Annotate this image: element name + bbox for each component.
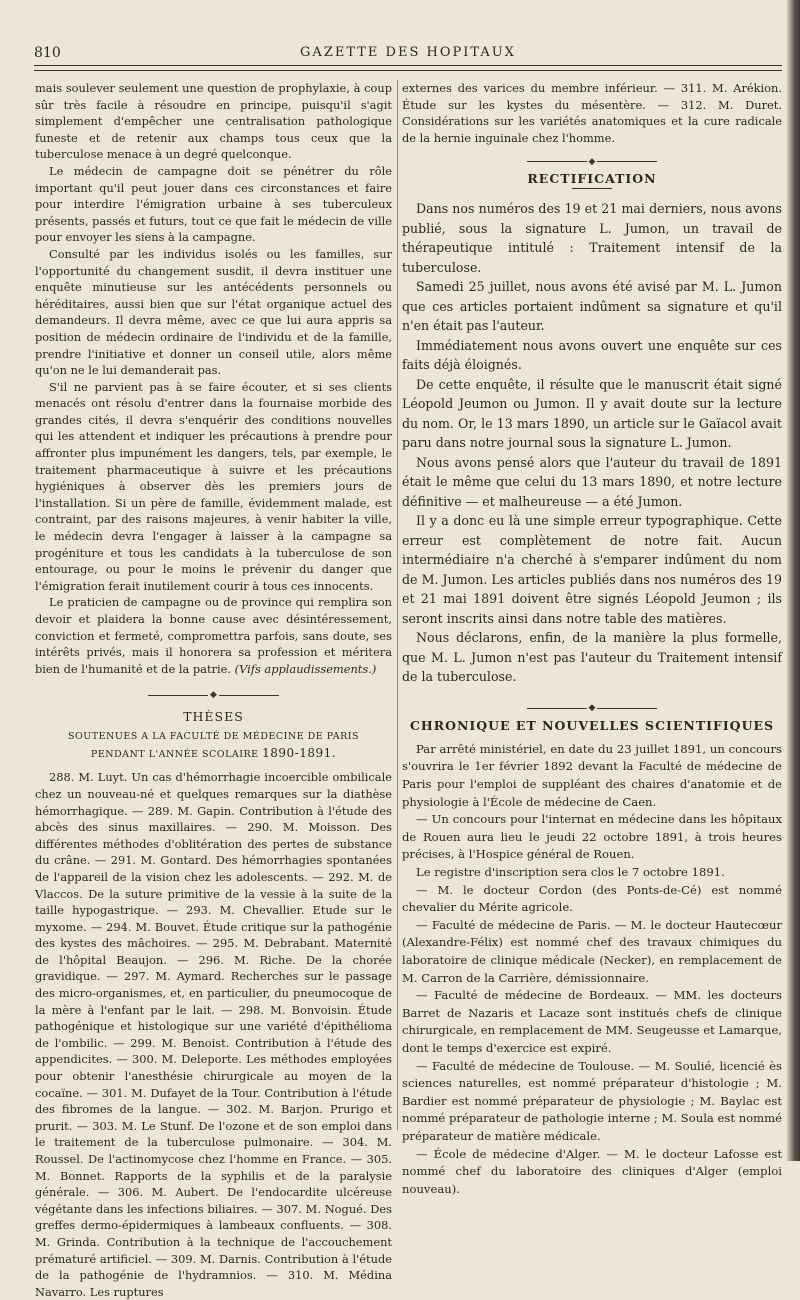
rectification-paragraph: Immédiatement nous avons ouvert une enquête sur ces faits déjà éloignés. [402, 337, 782, 373]
rectification-paragraph: Nous déclarons, enfin, de la manière la plus formelle, que M. L. Jumon n'est pas l'auteur du Traitement intensif de la tuberculose. [402, 630, 782, 685]
page-number: 810 [34, 45, 61, 61]
theses-list: 288. M. Luyt. Un cas d'hémorrhagie incoercible ombilicale chez un nouveau-né et quelques remarques sur la diathèse hémorrhagique. — 289. M. Gapin. Contribution à l'étude des abcès des sinus maxillaires. — 290. M. Moisson. Des différentes méthodes d'oblitération des pertes de substance du crâne. — 291. M. Gontard. Des hémorrhagies spontanées de l'appareil de la vision chez les adolescents. — 292. M. de Vlaccos. De la suture primitive de la vessie à la suite de la taille hypogastrique. — 293. M. Chevallier. Etude sur le myxome. — 294. M. Bouvet. Étude critique sur la pathogénie des kystes des mâchoires. — 295. M. Debrabant. Maternité de l'hôpital Beaujon. — 296. M. Riche. De la chorée gravidique. — 297. M. Aymard. Recherches sur le passage des micro-organismes, et, en particulier, du pneumocoque de la mère à l'enfant par le lait. — 298. M. Bonvoisin. Étude pathogénique et histologique sur une variété d'épithélioma de l'ombilic. — 299. M. Benoist. Contribution à l'étude des appendicites. — 300. M. Deleporte. Les méthodes employées pour obtenir l'anesthésie chirurgicale au moyen de la cocaïne. — 301. M. Dufayet de la Tour. Contribution à l'étude des fibromes de la langue. — 302. M. Barjon. Prurigo et prurit. — 303. M. Le Stunf. De l'ozone et de son emploi dans le traitement de la tuberculose pulmonaire. — 304. M. Roussel. De l'actinomycose chez l'homme en France. — 305. M. Bonnet. Rapports de la syphilis et de la paralysie générale. — 306. M. Aubert. De l'endocardite ulcéreuse végétante dans les infections biliaires. — 307. M. Nogué. Des greffes dermo-épidermiques à lambeaux confluents. — 308. M. Grinda. Contribution à la technique de l'accouchement prématuré artificiel. — 309. M. Darnis. Contribution à l'étude de la pathogénie de l'hydramnios. — 310. M. Médina Navarro. Les ruptures [35, 770, 392, 1299]
theses-subheading-line-1: SOUTENUES A LA FACULTÉ DE MÉDECINE DE PARIS [67, 731, 360, 743]
chronique-paragraph: — Un concours pour l'internat en médecine dans les hôpitaux de Rouen aura lieu le jeudi 22 octobre 1891, à trois heures précises, à l'Hospice général de Rouen. [402, 812, 782, 862]
article-paragraph: S'il ne parvient pas à se faire écouter, et si ses clients menacés ont résolu d'entrer dans la fournaise morbide des grandes cités, il devra s'enquérir des conditions nouvelles qui les attendent et indiquer les précautions à prendre pour affronter plus impunément les dangers, tels, par exemple, le traitement pharmaceutique à suivre et les précautions hygiéniques à observer dès les premiers jours de l'installation. Si un père de famille, évidemment malade, est contraint, par des raisons majeures, à venir habiter la ville, le médecin devra l'engager à laisser à la campagne sa progéniture et tous les candidats à la tuberculose de son entourage, ou pour le moins le prévenir du danger que l'émigration ferait inutilement courir à tous ces innocents. [35, 379, 392, 593]
rectification-paragraph: Samedi 25 juillet, nous avons été avisé par M. L. Jumon que ces articles portaient indûment sa signature et qu'il n'en était pas l'auteur. [402, 279, 782, 334]
chronique-paragraph: — M. le docteur Cordon (des Ponts-de-Cé) est nommé chevalier du Mérite agricole. [402, 882, 782, 915]
column-divider [397, 80, 398, 1130]
section-ornament: ◆ [35, 687, 392, 704]
theses-continuation: externes des varices du membre inférieur. — 311. M. Arékion. Étude sur les kystes du mésentère. — 312. M. Duret. Considérations sur les variétés anatomiques et la cure radicale de la hernie inguinale chez l'homme. [402, 81, 782, 145]
section-ornament: ◆ [402, 156, 782, 167]
rectification-title: RECTIFICATION [527, 171, 657, 187]
chronique-paragraph: — École de médecine d'Alger. — M. le docteur Lafosse est nommé chef du laboratoire des cliniques d'Alger (emploi nouveau). [402, 1146, 782, 1196]
theses-title: THÈSES [183, 708, 244, 724]
chronique-paragraph: Le registre d'inscription sera clos le 7 octobre 1891. [416, 865, 725, 880]
paragraph-text: Le praticien de campagne ou de province qui remplira son devoir et plaidera la bonne cause avec désintéressement, conviction et fermeté, compromettra parfois, sans doute, ses intérêts privés, mais il honorera sa profession et méritera bien de l'humanité et de la patrie. [35, 595, 392, 676]
theses-year: 1890-1891. [262, 746, 337, 761]
chronique-paragraph: — Faculté de médecine de Bordeaux. — MM. les docteurs Barret de Nazaris et Lacaze sont institués chefs de clinique chirurgicale, en remplacement de MM. Seugeusse et Lamarque, dont le temps d'exercice est expiré. [402, 988, 782, 1055]
page-header [34, 40, 782, 62]
rectification-paragraph: Il y a donc eu là une simple erreur typographique. Cette erreur est complètement de notre fait. Aucun intermédiaire n'a cherché à s'emparer indûment du nom de M. Jumon. Les articles publiés dans nos numéros des 19 et 21 mai 1891 doivent être signés Léopold Jeumon ; ils seront inscrits ainsi dans notre table des matières. [402, 513, 782, 626]
article-paragraph-last [35, 594, 392, 677]
article-paragraph: Le médecin de campagne doit se pénétrer du rôle important qu'il peut jouer dans ces circonstances et faire pour interdire l'émigration urbaine à ses tuberculeux présents, passés et futurs, tout ce que fait le médecin de ville pour envoyer les siens à la campagne. [35, 163, 392, 245]
article-paragraph: Consulté par les individus isolés ou les familles, sur l'opportunité du changement susdit, il devra instituer une enquête minutieuse sur les antécédents personnels ou héréditaires, aussi bien que sur l'état organique actuel des demandeurs. Il devra même, avec ce que lui aura appris sa position de médecin ordinaire de l'individu et de la famille, prendre l'initiative et donner un conseil utile, alors même qu'on ne le lui demanderait pas. [35, 246, 392, 378]
title-rule [572, 188, 612, 189]
theses-subheading-line-2 [35, 745, 392, 763]
chronique-title: CHRONIQUE ET NOUVELLES SCIENTIFIQUES [409, 717, 775, 733]
rectification-paragraph [402, 199, 782, 277]
paragraph-text: Dans nos numéros des 19 et 21 mai derniers, nous avons publié, sous la signature L. Jumon, un travail de thérapeutique intitulé : Traitement intensif de la tuberculose. [402, 201, 782, 275]
chronique-paragraph: — Faculté de médecine de Paris. — M. le docteur Hautecœur (Alexandre-Félix) est nommé chef des travaux chimiques du laboratoire de clinique médicale (Necker), en remplacement de M. Carron de la Carrière, démissionnaire. [402, 917, 782, 985]
header-double-rule [34, 65, 782, 71]
theses-period: PENDANT L'ANNÉE SCOLAIRE [90, 749, 259, 761]
running-title: GAZETTE DES HOPITAUX [300, 45, 516, 60]
rectification-paragraph: Nous avons pensé alors que l'auteur du travail de 1891 était le même que celui du 13 mars 1890, et notre lecture définitive — et malheureuse — a été Jumon. [402, 454, 782, 509]
chronique-paragraph: Par arrêté ministériel, en date du 23 juillet 1891, un concours s'ouvrira le 1er février 1892 devant la Faculté de médecine de Paris pour l'emploi de suppléant des chaires d'anatomie et de physiologie à l'École de médecine de Caen. [402, 741, 782, 809]
theses-subheading [35, 729, 392, 763]
page-binding-edge [786, 0, 800, 1161]
section-ornament: ◆ [402, 703, 782, 714]
right-column [402, 80, 782, 1196]
applause-note: (Vifs applaudissements.) [234, 661, 377, 676]
article-paragraph: mais soulever seulement une question de prophylaxie, à coup sûr très facile à résoudre en principe, puisqu'il s'agit simplement d'empêcher une centralisation pathologique funeste et de retenir aux champs tous ceux que la tuberculose menace à un degré quelconque. [35, 81, 392, 162]
left-column [35, 80, 392, 1299]
rectification-paragraph: De cette enquête, il résulte que le manuscrit était signé Léopold Jeumon ou Jumon. Il y avait doute sur la lecture du nom. Or, le 13 mars 1890, un article sur le Gaïacol avait paru dans notre journal sous la signature L. Jumon. [402, 376, 782, 451]
chronique-paragraph: — Faculté de médecine de Toulouse. — M. Soulié, licencié ès sciences naturelles, est nommé préparateur d'histologie ; M. Bardier est nommé préparateur de physiologie ; M. Baylac est nommé préparateur de pathologie interne ; M. Soula est nommé préparateur de matière médicale. [402, 1058, 782, 1143]
